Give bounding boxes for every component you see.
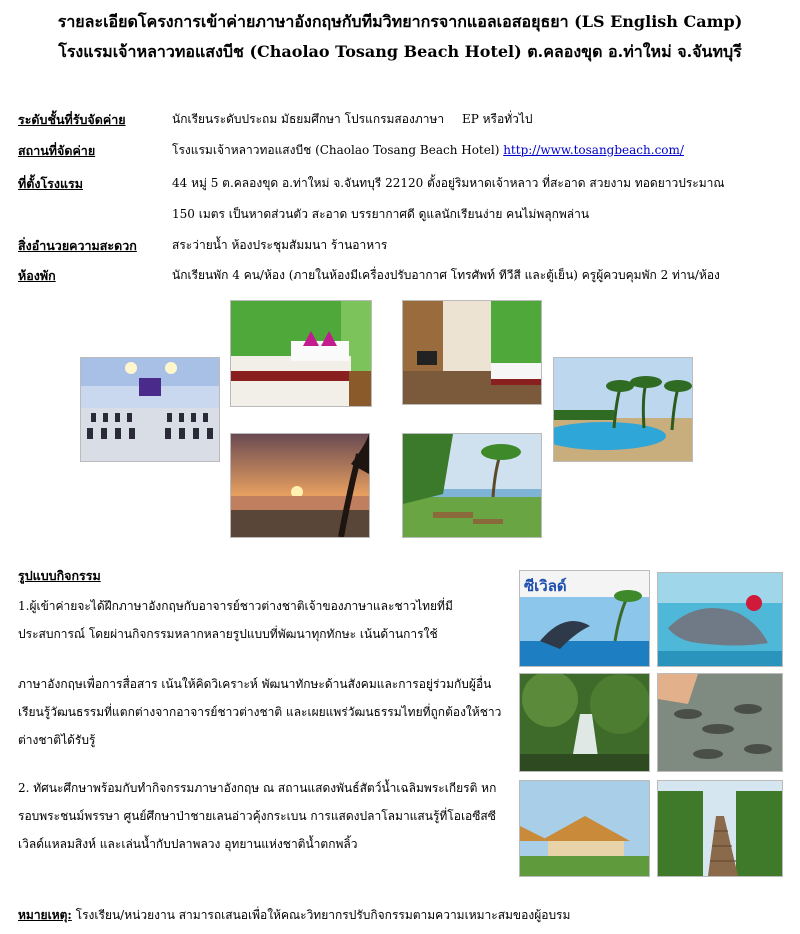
sunset-beach-photo (230, 433, 370, 538)
location-label: ที่ตั้งโรงแรม (18, 176, 84, 191)
seaworld-sign-text: ซีเวิลด์ (524, 577, 567, 595)
fish-feeding-photo (657, 673, 783, 772)
rooms-label: ห้องพัก (18, 268, 56, 283)
hotel-website-link[interactable]: http://www.tosangbeach.com/ (503, 143, 684, 157)
level-value: นักเรียนระดับประถม มัธยมศึกษา โปรแกรมสองภาษา (172, 112, 445, 126)
activity-paragraph-1b: ภาษาอังกฤษเพื่อการสื่อสาร เน้นให้คิดวิเคราะห์ พัฒนาทักษะด้านสังคมและการอยู่ร่วมกับผู้อื่น เรียนรู้วัฒนธรรมที่แตกต่างจากอาจารย์ชาวต่างชาติ และเผยแพร่วัฒนธรรมไทยที่ถูกต้องให้ชาวต่างชาติได้รับรู้ (18, 677, 502, 747)
facilities-label: สิ่งอำนวยความสะดวก (18, 238, 137, 253)
location-line-2: 150 เมตร เป็นหาดส่วนตัว สะอาด บรรยากาศดี ดูแลนักเรียนง่าย คนไม่พลุกพล่าน (172, 207, 590, 221)
waterfall-photo (519, 673, 650, 772)
seaworld-show-photo (519, 570, 650, 667)
aquarium-building-photo (519, 780, 650, 877)
activity-paragraph-1a: 1.ผู้เข้าค่ายจะได้ฝึกภาษาอังกฤษกับอาจารย์ชาวต่างชาติเจ้าของภาษาและชาวไทยที่มีประสบการณ์ โดยผ่านกิจกรรมหลากหลายรูปแบบที่พัฒนาทุกทักษะ เน้นด้านการใช้ (18, 599, 453, 641)
venue-value (172, 141, 684, 160)
conference-room-photo (80, 357, 220, 462)
activity-paragraph-2: 2. ทัศนะศึกษาพร้อมกับทำกิจกรรมภาษาอังกฤษ ณ สถานแสดงพันธ์สัตว์น้ำเฉลิมพระเกียรติ หกรอบพระชนม์พรรษา ศูนย์ศึกษาป่าชายเลนอ่าวคุ้งกระเบน การแสดงปลาโลมาแสนรู้ที่โอเอซีสซีเวิลด์แหลมสิงห์ และเล่นน้ำกับปลาพลวง อุทยานแห่งชาติน้ำตกพลิ้ว (18, 781, 497, 851)
activities-heading: รูปแบบกิจกรรม (18, 568, 101, 583)
footnote-label: หมายเหตุ: (18, 908, 72, 922)
level-extra: EP หรือทั่วไป (462, 112, 533, 126)
facilities-value: สระว่ายน้ำ ห้องประชุมสัมมนา ร้านอาหาร (172, 238, 388, 252)
beach-garden-photo (402, 433, 542, 538)
title-line-1: รายละเอียดโครงการเข้าค่ายภาษาอังกฤษกับทีมวิทยากรจากแอลเอสอยุธยา (LS English Camp) (57, 12, 743, 31)
title-line-2: โรงแรมเจ้าหลาวทอแสงบีช (Chaolao Tosang Beach Hotel) ต.คลองขุด อ.ท่าใหม่ จ.จันทบุรี (58, 42, 742, 61)
bedroom-photo (230, 300, 372, 407)
venue-name: โรงแรมเจ้าหลาวทอแสงบีช (Chaolao Tosang Beach Hotel) (172, 143, 500, 157)
room-interior-photo (402, 300, 542, 405)
mangrove-boardwalk-photo (657, 780, 783, 877)
footnote (18, 906, 570, 925)
location-line-1: 44 หมู่ 5 ต.คลองขุด อ.ท่าใหม่ จ.จันทบุรี 22120 ตั้งอยู่ริมหาดเจ้าหลาว ที่สะอาด สวยงาม ทอดยาวประมาณ (172, 176, 725, 190)
pool-photo (553, 357, 693, 462)
venue-label: สถานที่จัดค่าย (18, 143, 96, 158)
dolphin-photo (657, 572, 783, 667)
footnote-text: โรงเรียน/หน่วยงาน สามารถเสนอเพื่อให้คณะวิทยากรปรับกิจกรรมตามความเหมาะสมของผู้อบรม (71, 908, 571, 922)
level-label: ระดับชั้นที่รับจัดค่าย (18, 112, 126, 127)
rooms-value: นักเรียนพัก 4 คน/ห้อง (ภายในห้องมีเครื่องปรับอากาศ โทรศัพท์ ทีวีสี และตู้เย็น) ครูผู้ควบคุมพัก 2 ท่าน/ห้อง (172, 268, 720, 282)
